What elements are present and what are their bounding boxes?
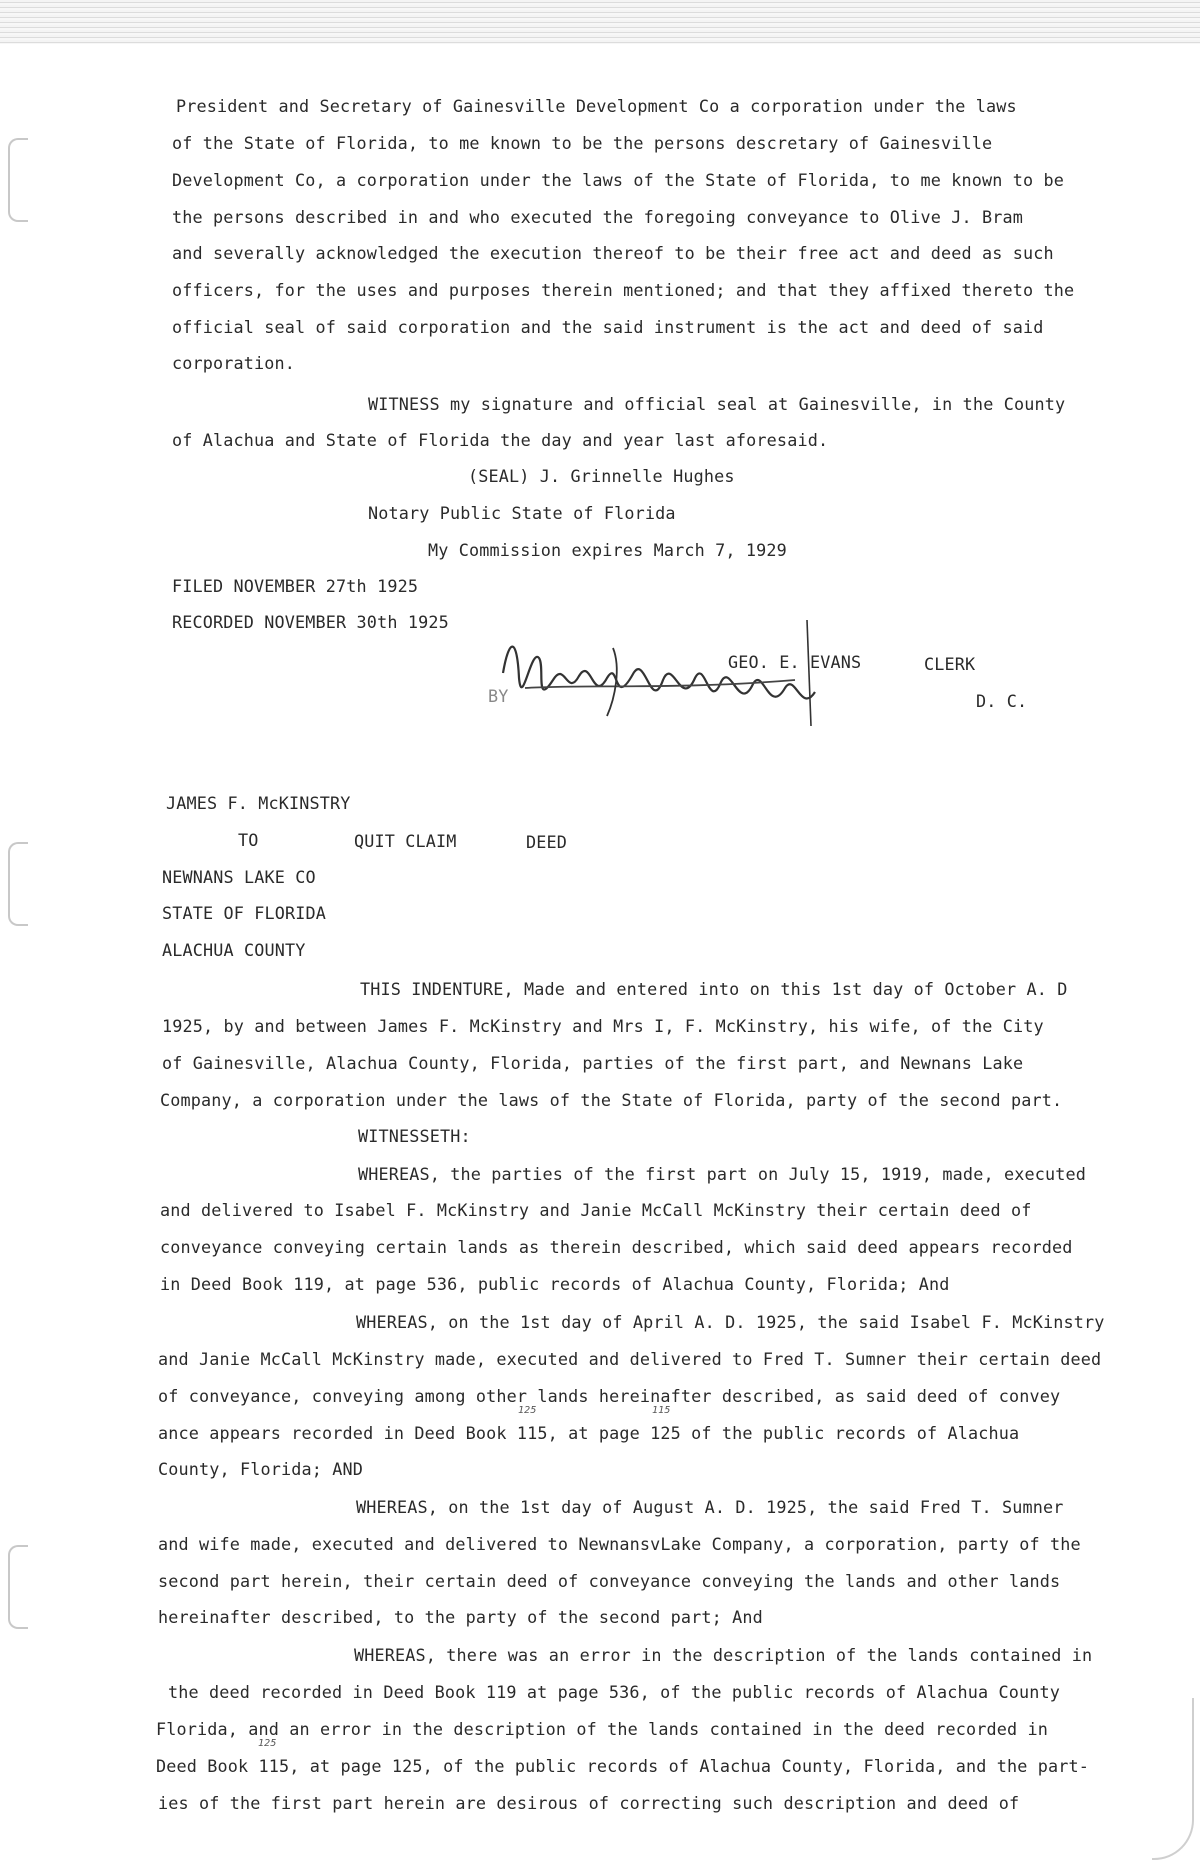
caption-to: TO (238, 830, 259, 850)
scan-top-border (0, 0, 1200, 44)
page-corner-curl (1152, 1698, 1194, 1860)
by-label: BY (488, 686, 509, 706)
whereas3-line-3: second part herein, their certain deed of conveyance conveying the lands and other lands (158, 1571, 1061, 1591)
whereas4-line-5: ies of the first part herein are desirous of correcting such description and deed of (158, 1793, 1020, 1813)
whereas4-line-1: WHEREAS, there was an error in the description of the lands contained in (354, 1645, 1093, 1665)
whereas4-line-3: Florida, and an error in the description of the lands contained in the deed recorded in (156, 1719, 1049, 1739)
whereas2-line-4: ance appears recorded in Deed Book 115, at page 125 of the public records of Alachua (158, 1423, 1020, 1443)
whereas3-line-4: hereinafter described, to the party of the second part; And (158, 1607, 763, 1627)
margin-note-book-a: 125 (518, 1405, 537, 1416)
whereas1-line-1: WHEREAS, the parties of the first part on July 15, 1919, made, executed (358, 1164, 1086, 1184)
witnesseth-heading: WITNESSETH: (358, 1126, 471, 1146)
margin-note-page-a: 115 (652, 1405, 671, 1416)
deputy-clerk-signature (495, 618, 835, 733)
caption-state: STATE OF FLORIDA (162, 903, 327, 923)
indenture-line-3: of Gainesville, Alachua County, Florida, parties of the first part, and Newnans Lake (162, 1053, 1024, 1073)
para1-line-4: the persons described in and who executed the foregoing conveyance to Olive J. Bram (172, 207, 1024, 227)
caption-deed-kind: QUIT CLAIM (354, 831, 457, 851)
indenture-line-2: 1925, by and between James F. McKinstry and Mrs I, F. McKinstry, his wife, of the City (162, 1016, 1044, 1036)
witness-line-2: of Alachua and State of Florida the day and year last aforesaid. (172, 430, 829, 450)
grantor-name: JAMES F. McKINSTRY (166, 793, 351, 813)
whereas2-line-1: WHEREAS, on the 1st day of April A. D. 1925, the said Isabel F. McKinstry (356, 1312, 1105, 1332)
recorded-line: RECORDED NOVEMBER 30th 1925 (172, 612, 449, 632)
caption-county: ALACHUA COUNTY (162, 940, 306, 960)
whereas4-line-4: Deed Book 115, at page 125, of the public records of Alachua County, Florida, and the part- (156, 1756, 1090, 1776)
para1-line-6: officers, for the uses and purposes therein mentioned; and that they affixed thereto the (172, 280, 1075, 300)
whereas2-line-2: and Janie McCall McKinstry made, executed and delivered to Fred T. Sumner their certain deed (158, 1349, 1102, 1369)
filed-line: FILED NOVEMBER 27th 1925 (172, 576, 419, 596)
whereas3-line-1: WHEREAS, on the 1st day of August A. D. 1925, the said Fred T. Sumner (356, 1497, 1064, 1517)
para1-line-1: President and Secretary of Gainesville Development Co a corporation under the laws (176, 96, 1017, 116)
deputy-clerk-label: D. C. (976, 691, 1028, 711)
whereas2-line-5: County, Florida; AND (158, 1459, 364, 1479)
whereas1-line-2: and delivered to Isabel F. McKinstry and Janie McCall McKinstry their certain deed of (160, 1200, 1032, 1220)
binding-hole-mark-3 (8, 1545, 28, 1629)
indenture-line-4: Company, a corporation under the laws of the State of Florida, party of the second part. (160, 1090, 1063, 1110)
notary-seal-line: (SEAL) J. Grinnelle Hughes (468, 466, 735, 486)
whereas3-line-2: and wife made, executed and delivered to NewnansvLake Company, a corporation, party of the (158, 1534, 1081, 1554)
indenture-line-1: THIS INDENTURE, Made and entered into on this 1st day of October A. D (360, 979, 1068, 999)
para1-line-7: official seal of said corporation and the said instrument is the act and deed of said (172, 317, 1044, 337)
notary-title-line: Notary Public State of Florida (368, 503, 676, 523)
grantee-name: NEWNANS LAKE CO (162, 867, 316, 887)
para1-line-3: Development Co, a corporation under the laws of the State of Florida, to me known to be (172, 170, 1065, 190)
caption-deed-word: DEED (526, 832, 568, 852)
clerk-title: CLERK (924, 654, 976, 674)
binding-hole-mark-2 (8, 842, 28, 926)
whereas1-line-4: in Deed Book 119, at page 536, public records of Alachua County, Florida; And (160, 1274, 950, 1294)
para1-line-8: corporation. (172, 353, 296, 373)
clerk-name: GEO. E. EVANS (728, 652, 862, 672)
whereas2-line-3: of conveyance, conveying among other lands hereinafter described, as said deed of convey (158, 1386, 1061, 1406)
binding-hole-mark-1 (8, 138, 28, 222)
whereas1-line-3: conveyance conveying certain lands as therein described, which said deed appears recorded (160, 1237, 1073, 1257)
whereas4-line-2: the deed recorded in Deed Book 119 at page 536, of the public records of Alachua County (168, 1682, 1061, 1702)
margin-note-book-b: 125 (258, 1738, 277, 1749)
para1-line-5: and severally acknowledged the execution thereof to be their free act and deed as such (172, 243, 1054, 263)
notary-commission-line: My Commission expires March 7, 1929 (428, 540, 787, 560)
witness-line-1: WITNESS my signature and official seal at Gainesville, in the County (368, 394, 1066, 414)
para1-line-2: of the State of Florida, to me known to be the persons descretary of Gainesville (172, 133, 993, 153)
